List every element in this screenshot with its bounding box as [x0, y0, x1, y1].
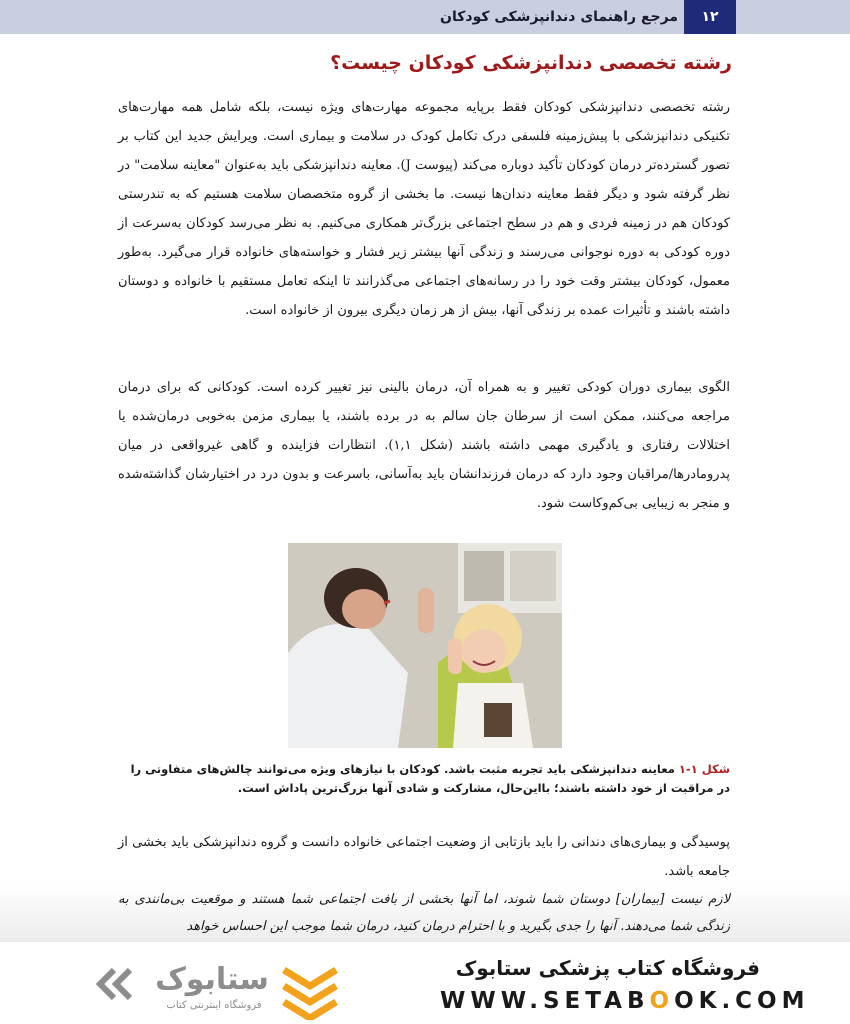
page-number: ۱۲ [701, 9, 719, 25]
store-url-link[interactable] [440, 988, 810, 1014]
section-title: رشته تخصصی دندانپزشکی کودکان چیست؟ [330, 52, 732, 74]
url-suffix: OK.COM [674, 988, 810, 1014]
page-header [0, 0, 850, 34]
store-name: فروشگاه کتاب پزشکی ستابوک [455, 956, 760, 980]
quote-text: لازم نیست [بیماران] دوستان شما شوند، اما آنها بخشی از بافت اجتماعی شما هستند و موقعیت بی‌مانندی به زندگی شما می‌دهند. آنها را جدی بگیرید و با احترام درمان کنید، درمان شما موجب این احساس خواهد [118, 892, 730, 934]
figure-label: شکل ۱-۱ [678, 762, 730, 776]
book-chevron-logo-icon [280, 964, 340, 1020]
quote-box [0, 884, 850, 942]
paragraph-1: رشته تخصصی دندانپزشکی کودکان فقط بر‌پایه مجموعه مهارت‌های ویژه نیست، بلکه شامل همه مهارت‌های تکنیکی دندانپزشکی با پیش‌زمینه فلسفی درک تکامل کودک در سلامت و بیماری است. ویرایش جدید این کتاب بر تصور گسترده‌تر درمان کودکان تأکید دوباره می‌کند (پیوست J). معاینه دندانپزشکی باید به‌عنوان "معاینه سلامت" در نظر گرفته شود و دیگر فقط معاینه دندان‌ها نیست. ما بخشی از گروه متخصصان سلامت هستیم که به تندرستی کودکان هم در زمینه فردی و هم در سطح اجتماعی بزرگ‌تر همکاری می‌کنیم. به نظر می‌رسد کودکان به‌سرعت از دوره کودکی به دوره نوجوانی می‌رسند و زندگی آنها بیشتر زیر فشار و خواسته‌های خانواده قرار می‌گیرد. به‌طور معمول، کودکان بیشتر وقت خود را در رسانه‌های اجتماعی می‌گذرانند تا اینکه تعامل مستقیم با خانواده و دوستان داشته باشند و تأثیرات عمده بر زندگی آنها، بیش از هر زمان دیگری بیرون از خانواده است. [118, 100, 731, 318]
paragraph-3: پوسیدگی و بیماری‌های دندانی را باید بازتابی از وضعیت اجتماعی خانواده دانست و گروه دندانپزشکی باید بخشی از جامعه باشد. [118, 835, 730, 879]
url-accent-2: O [649, 988, 675, 1014]
paragraph-2: الگوی بیماری دوران کودکی تغییر و به همراه آن، درمان بالینی نیز تغییر کرده است. کودکانی که برای درمان مراجعه می‌کنند، ممکن است از سرطان جان سالم به در برده باشند، یا بیماری مزمن به‌خوبی درمان‌شده یا اختلالات رفتاری و یادگیری مهمی داشته باشند (شکل ۱,۱). انتظارات فزاینده و گاهی غیرواقعی در میان پدرومادرها/مراقبان وجود دارد که درمان فرزندانشان باید به‌آسانی، باسرعت و بدون درد در اختیارشان گذاشته‌شده و منجر به زیبایی بی‌کم‌وکاست شود. [118, 380, 730, 511]
dentist-child-high-five-illustration [288, 543, 562, 748]
url-mid: B [626, 988, 650, 1014]
chevron-logo-icon [94, 966, 154, 1002]
setabook-logo[interactable] [94, 962, 344, 1022]
book-title: مرجع راهنمای دندانپزشکی کودکان [440, 9, 678, 25]
figure-photo [288, 543, 562, 748]
url-accent: SETA [542, 988, 627, 1014]
logo-subtitle: فروشگاه اینترنتی کتاب [166, 1000, 262, 1011]
url-prefix: WWW. [440, 988, 543, 1014]
figure-caption-text: معاینه دندانپزشکی باید تجربه مثبت باشد. کودکان با نیازهای ویژه می‌توانند چالش‌های متفاوتی را در مراقبت از خود داشته باشند؛ بااین‌حال، مشارکت و شادی آنها بزرگ‌ترین پاداش است. [130, 762, 730, 795]
figure-caption [118, 760, 730, 798]
logo-wordmark: ستابوک [155, 962, 269, 997]
footer-banner [0, 942, 850, 1024]
page-number-box [684, 0, 736, 34]
